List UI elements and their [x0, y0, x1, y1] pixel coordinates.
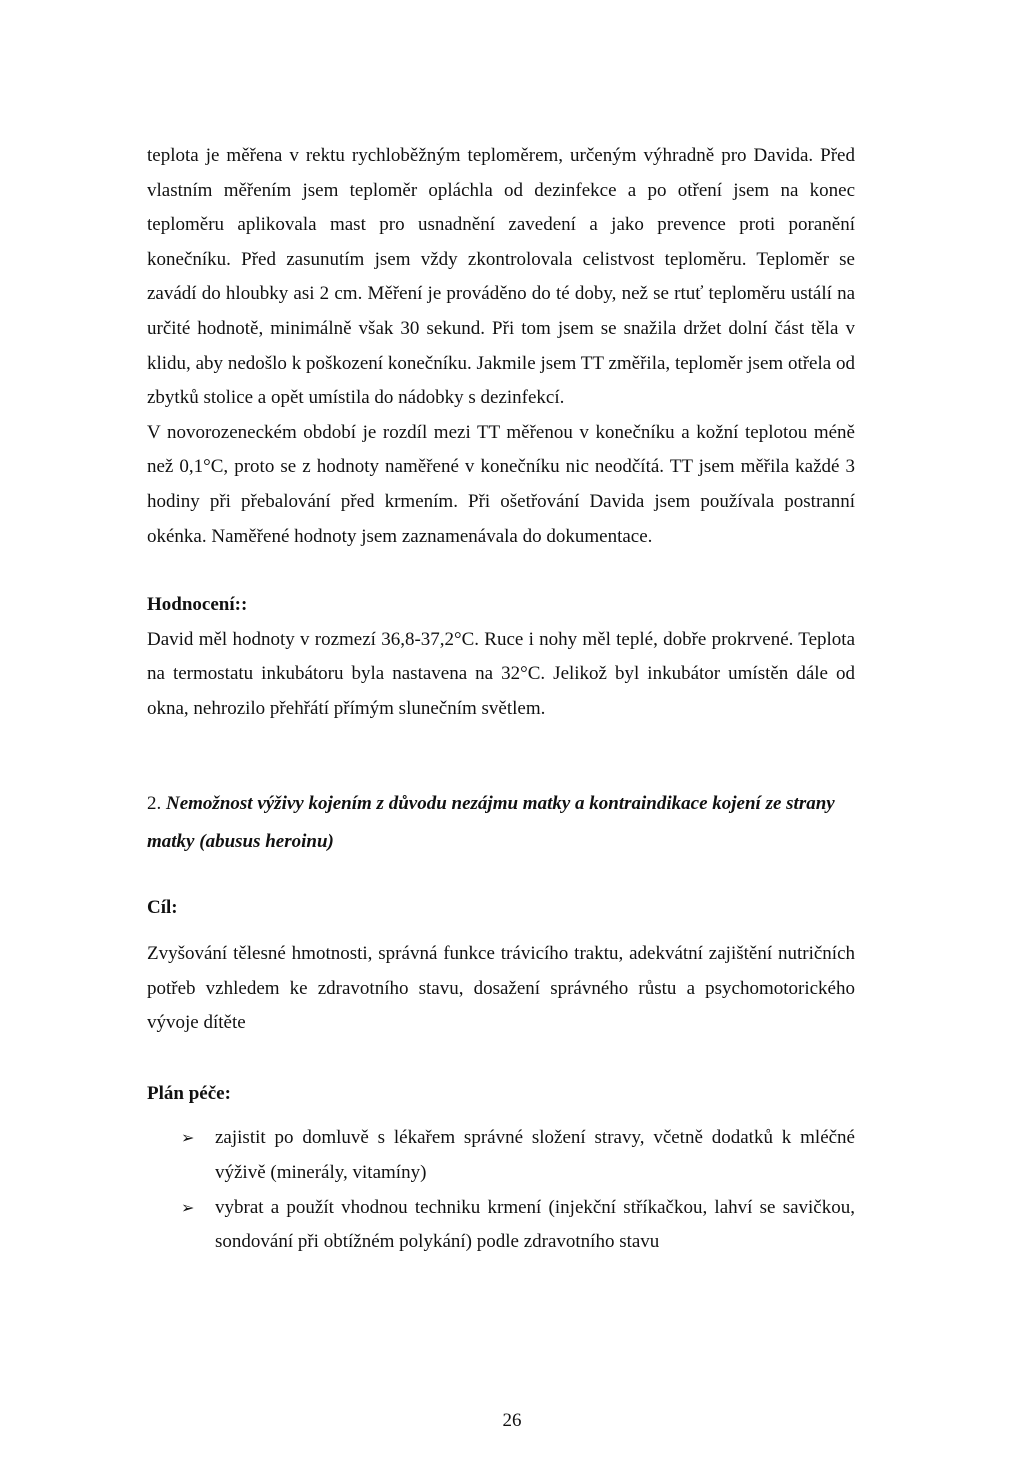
heading-hodnoceni: Hodnocení:: — [147, 594, 248, 616]
heading-plan-pece: Plán péče: — [147, 1082, 231, 1104]
list-item-text: vybrat a použít vhodnou techniku krmení (injekční stříkačkou, lahví se savičkou, sondování při obtížném polykání) podle zdravotního stavu — [215, 1196, 855, 1253]
page-number: 26 — [502, 1410, 522, 1431]
document-page — [147, 139, 855, 1260]
paragraph-cil: Zvyšování tělesné hmotnosti, správná funkce trávicího traktu, adekvátní zajištění nutričních potřeb vzhledem ke zdravotního stavu, dosažení správného růstu a psychomotorického vývoje dítěte — [147, 943, 855, 1034]
arrow-bullet-icon: ➢ — [181, 1197, 195, 1217]
plan-list — [147, 1121, 855, 1259]
list-item — [147, 1121, 855, 1190]
paragraph-hodnoceni: David měl hodnoty v rozmezí 36,8-37,2°C. Ruce i nohy měl teplé, dobře prokrvené. Teplota na termostatu inkubátoru byla nastavena na 32°C. Jelikož byl inkubátor umístěn dále od okna, nehrozilo přehřátí přímým slunečním světlem. — [147, 628, 855, 719]
heading-cil: Cíl: — [147, 896, 178, 918]
paragraph-temperature-measurement: teplota je měřena v rektu rychloběžným teploměrem, určeným výhradně pro Davida. Před vlastním měřením jsem teploměr opláchla od dezinfekce a po otření jsem na konec teploměru aplikovala mast pro usnadnění zavedení a jako prevence proti poranění konečníku. Před zasunutím jsem vždy zkontrolovala celistvost teploměru. Teploměr se zavádí do hloubky asi 2 cm. Měření je prováděno do té doby, než se rtuť teploměru ustálí na určité hodnotě, minimálně však 30 sekund. Při tom jsem se snažila držet dolní část těla v klidu, aby nedošlo k poškození konečníku. Jakmile jsem TT změřila, teploměr jsem otřela od zbytků stolice a opět umístila do nádobky s dezinfekcí. — [147, 145, 855, 409]
list-item-text: zajistit po domluvě s lékařem správné složení stravy, včetně dodatků k mléčné výživě (minerály, vitamíny) — [215, 1127, 855, 1184]
section-title — [147, 785, 855, 861]
list-item — [147, 1191, 855, 1260]
section-title-text: Nemožnost výživy kojením z důvodu nezájmu matky a kontraindikace kojení ze strany matky (abusus heroinu) — [147, 792, 835, 852]
arrow-bullet-icon: ➢ — [181, 1128, 195, 1148]
paragraph-neonatal-period: V novorozeneckém období je rozdíl mezi TT měřenou v konečníku a kožní teplotou méně než 0,1°C, proto se z hodnoty naměřené v konečníku nic neodčítá. TT jsem měřila každé 3 hodiny při přebalování před krmením. Při ošetřování Davida jsem používala postranní okénka. Naměřené hodnoty jsem zaznamenávala do dokumentace. — [147, 421, 855, 547]
section-number: 2. — [147, 792, 162, 814]
